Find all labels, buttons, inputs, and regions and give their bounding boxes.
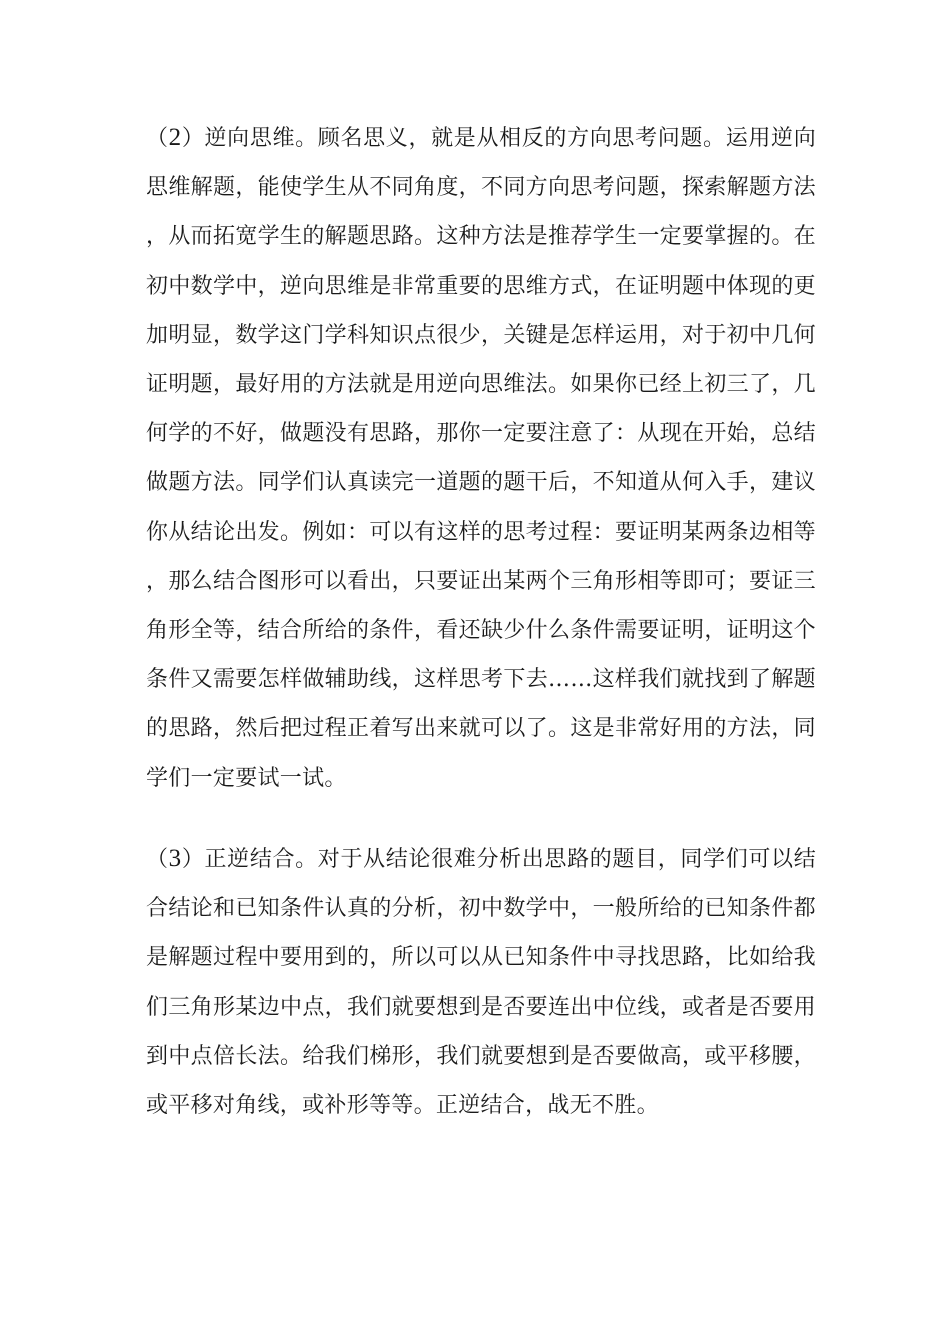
paragraph-open-paren: （ — [146, 126, 169, 151]
paragraph-body: ）逆向思维。顾名思义，就是从相反的方向思考问题。运用逆向思维解题，能使学生从不同角度，不同方向思考问题，探索解题方法，从而拓宽学生的解题思路。这种方法是推荐学生一定要掌握的。在初中数学中，逆向思维是非常重要的思维方式，在证明题中体现的更加明显，数学这门学科知识点很少，关键是怎样运用，对于初中几何证明题，最好用的方法就是用逆向思维法。如果你已经上初三了，几何学的不好，做题没有思路，那你一定要注意了：从现在开始，总结做题方法。同学们认真读完一道题的题干后，不知道从何入手，建议你从结论出发。例如：可以有这样的思考过程：要证明某两条边相等，那么结合图形可以看出，只要证出某两个三角形相等即可；要证三角形全等，结合所给的条件，看还缺少什么条件需要证明，证明这个条件又需要怎样做辅助线，这样思考下去……这样我们就找到了解题的思路，然后把过程正着写出来就可以了。这是非常好用的方法，同学们一定要试一试。 — [146, 126, 816, 791]
paragraph-number: 3 — [168, 845, 182, 872]
paragraph-open-paren: （ — [146, 847, 169, 872]
paragraph-number: 2 — [168, 124, 182, 151]
paragraph-body: ）正逆结合。对于从结论很难分析出思路的题目，同学们可以结合结论和已知条件认真的分析，初中数学中，一般所给的已知条件都是解题过程中要用到的，所以可以从已知条件中寻找思路，比如给我们三角形某边中点，我们就要想到是否要连出中位线，或者是否要用到中点倍长法。给我们梯形，我们就要想到是否要做高，或平移腰，或平移对角线，或补形等等。正逆结合，战无不胜。 — [146, 847, 816, 1119]
paragraph-reverse-thinking — [146, 113, 816, 803]
paragraph-combined-thinking — [146, 834, 816, 1130]
